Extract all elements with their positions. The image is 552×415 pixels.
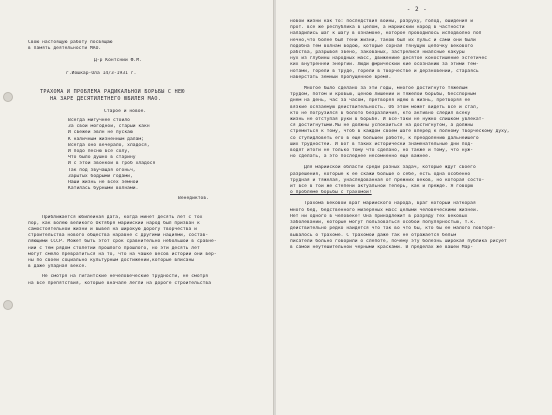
body-line: Трахома вековой враг марийского народа, враг который наткорая bbox=[304, 201, 476, 207]
body-line: нечно,что более был тени жизни, такою был их пульс и сами они были bbox=[290, 37, 476, 43]
body-line: в даже упадная вексе. bbox=[28, 264, 88, 270]
body-line: о проблеме борьбы с трахомой! bbox=[290, 190, 372, 196]
body-line: строительства нового общества наравне с другими нациями, состав- bbox=[28, 233, 209, 239]
poem-line: Всегда мигучнее стоило bbox=[68, 118, 130, 124]
body-line: Многое было сделано за эти годы, многое достигнуто тяжелым bbox=[304, 86, 468, 92]
body-line: но сделать, а это последнее несомненно еще важнее. bbox=[290, 154, 431, 160]
poem-line: К наличным жизненным далам; bbox=[68, 136, 145, 142]
body-line: много бед, бедственного мизеряных масс целыми человеческими жизней. bbox=[290, 207, 479, 213]
poem-line: Так под звучащая огоньч, bbox=[68, 167, 136, 173]
body-line: кто не погрузился в болото безразличия, кто активно следил всеку bbox=[290, 110, 471, 116]
body-line: ких внутренней энергии. Люди фмрический кие осознанию за этими тем- bbox=[290, 62, 479, 68]
body-line: Нет ни одного в человеке! Она принадлежит в разряду тех вековых bbox=[290, 213, 468, 219]
paragraph-4 bbox=[290, 201, 544, 251]
paragraph-3 bbox=[290, 165, 544, 196]
place-date: г.Йошкар-Ола 14/3-1931 г. bbox=[66, 70, 137, 76]
poem-line: Зарытых бодрыми годами, bbox=[68, 173, 133, 179]
body-line: стремиться к тому, чтоб в каждом своем шаге вперед к полному творческому духу, bbox=[290, 129, 510, 135]
poem-line: Наши жизнь не всех земной bbox=[68, 180, 139, 186]
body-line: заболеваний, которые могут пользоваться особой популярностью, т.к. bbox=[290, 220, 476, 226]
paragraph-1 bbox=[290, 19, 544, 81]
body-line: новой жизни как то: последствия войны, разруху, голод, ошидения и bbox=[290, 19, 474, 24]
body-line: водят итоги не только тому что сделано, но также и тому, что нуж- bbox=[290, 148, 474, 154]
body-line: самостоятельной жизни и вывел на широкую дорогу творчества и bbox=[28, 227, 197, 233]
body-line: нотами, горели в труде, горели в творчестве и дерзновении, стараясь bbox=[290, 68, 479, 74]
body-line: вывалось о трахоме. С трахомой даже так не отражается бельм bbox=[290, 232, 457, 238]
body-line: трудом, потом и кровью, ценою лишений и тяжелой борьбы, бесспорным bbox=[290, 92, 476, 98]
body-line: на все препятствия, которые вначале легли на дороге строительства bbox=[28, 280, 212, 286]
document-title: ТРАХОМА И ПРОБЛЕМА РАДИКАЛЬНОЙ БОРЬБЫ С НЕЮ bbox=[40, 88, 185, 95]
body-line: ляющими СССР. Может быть этот срок сравнительно небольшой в сравне- bbox=[28, 239, 217, 245]
poem-line: И подо песню всё солу, bbox=[68, 149, 130, 155]
body-line: пор, как волею великого Октября марийский народ был призван к bbox=[28, 220, 200, 226]
body-line: действительно редко найдется что так во что бы, кто бы ее малого повторя- bbox=[290, 226, 496, 232]
body-line: наверстать земныи пропущенное время. bbox=[290, 74, 392, 80]
poem bbox=[28, 118, 265, 192]
author: Д-р Контсний Ф.М. bbox=[94, 58, 142, 64]
document-title: НА ЗАРЕ ДЕСЯТИЛЕТНЕГО ЮБИЛЕЯ МАО. bbox=[50, 95, 162, 102]
poem-signature: Венедиктов. bbox=[178, 196, 209, 202]
body-line: писатели больно говорили о слепоте, почему эту болезнь широкая публика рисует bbox=[290, 238, 507, 244]
body-line: ны по своей социально культурным достижений,которые вписаны bbox=[28, 258, 195, 264]
body-line: ших трудностей. И вот в таких исторически знаменательные дни под- bbox=[290, 141, 474, 147]
right-page bbox=[276, 0, 552, 415]
poem-line: И свежей эвлн не пускаю bbox=[68, 130, 133, 136]
body-line: разрешения, которые к ее скажи больше о себе, есть одна особенно bbox=[290, 171, 471, 177]
poem-line: Что было душно в старину bbox=[68, 155, 136, 161]
body-line: рабства, разрывоя звено, закованых, застрелися ниалсные какуры bbox=[290, 50, 465, 56]
body-line: трудная и тяжелая, унаследованная от прежних веков, но которая состо- bbox=[290, 177, 485, 183]
body-line: подобна тем волнам водою, которые сорная тянущую цепочку векового bbox=[290, 43, 474, 49]
punch-hole bbox=[3, 92, 13, 102]
punch-hole bbox=[3, 300, 13, 310]
dedication-line: Свою настоящую работу посвящаю bbox=[28, 40, 113, 45]
poem-title: Старое и новое. bbox=[104, 108, 147, 114]
body-line: нии с тем рядом столетий прошлого прошлого, но эти десять лет bbox=[28, 245, 200, 251]
poem-line: И с этой звонкой в гроб хладося bbox=[68, 161, 156, 167]
body-line: ит все в той же степени актуальной теперь, как и прежде. Я говорю bbox=[290, 184, 474, 190]
body-line: днём на день, час за часом, претворяя идею в жизнь, претворяя ее bbox=[290, 98, 471, 104]
body-line: со ступидловеть его в еще большей работе, к преодолению дальнейшего bbox=[290, 135, 479, 141]
body-line: вязкие осязаемую действительность. Об этом может видеть все и стал, bbox=[290, 104, 479, 110]
body-line: Приближается юбилейная дата, когда минет десять лет с тох bbox=[42, 214, 203, 220]
body-line: в самой неутешительной черными красками. В пределах же вашей Мар- bbox=[290, 244, 474, 250]
body-line: нух из глубины народных масс, движениие десятое коностишение эстетичес bbox=[290, 56, 488, 62]
poem-line: За свой могодной, старый какн bbox=[68, 124, 150, 130]
body-line: наладились шаг к шагу в ознамоне, которое проводилось исподволно поп bbox=[290, 31, 482, 37]
page-number: - 2 - bbox=[406, 6, 428, 13]
poem-line: Катилась бурными волнами. bbox=[68, 186, 139, 192]
dedication-line: в память деятельности МАО. bbox=[28, 46, 102, 52]
body-line: прот. все же республика в целом, а марийский народ в частности bbox=[290, 25, 465, 31]
left-page bbox=[0, 0, 274, 415]
poem-line: Всегда оно вечерало, хладося, bbox=[68, 142, 150, 148]
body-line: жизнь не отступая руки в борьбе. И всё-таки не нужно слишком увлекат- bbox=[290, 117, 485, 123]
body-line: могут смело превратиться на то, что на чашке весов истории они вер- bbox=[28, 251, 217, 257]
body-line: Не смотря на гигантские нечеловеческие трудности, не смотря bbox=[42, 274, 209, 280]
paragraph-2 bbox=[290, 86, 544, 160]
body-line: ся достигнутыми.Мы не должны успокаиться на достигнутом, а должны bbox=[290, 123, 474, 129]
body-line: Для марийской области среди разных задач, которые ждут своего bbox=[304, 165, 476, 171]
